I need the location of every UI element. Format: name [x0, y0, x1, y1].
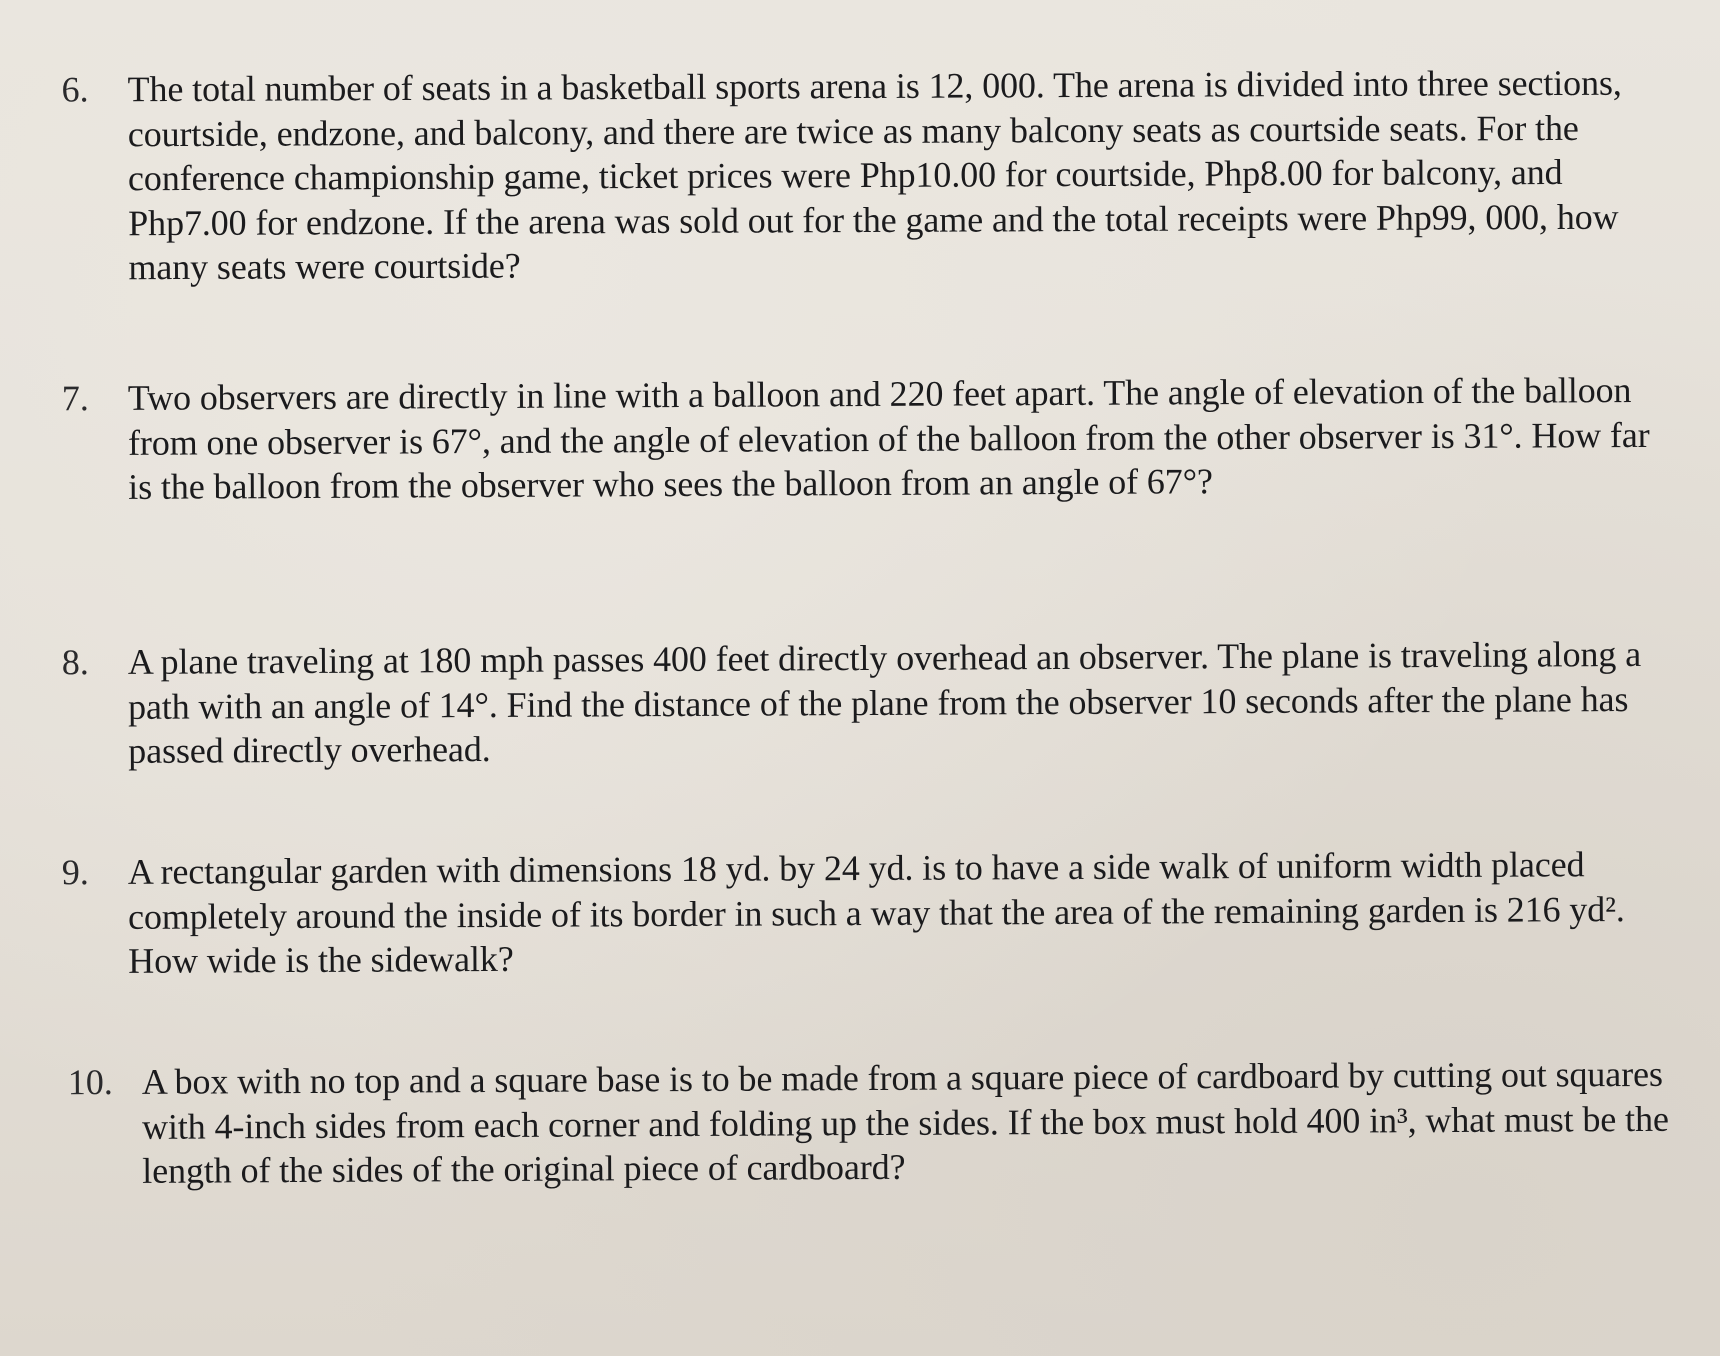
problem-text: A box with no top and a square base is to be made from a square piece of cardboard by cutting out squares with 4-inch sides from each corner and folding up the sides. If the box must hold 400 in³, what must be the length of the sides of the original piece of cardboard? [141, 1053, 1669, 1191]
problem-6 [62, 60, 1673, 290]
problem-7 [62, 368, 1673, 510]
problem-9 [62, 842, 1673, 984]
problem-text: Two observers are directly in line with a balloon and 220 feet apart. The angle of elevation of the balloon from one observer is 67°, and the angle of elevation of the balloon from the other observer is 31°. How far is the balloon from the observer who sees the balloon from an angle of 67°? [127, 369, 1650, 507]
problem-8 [62, 632, 1673, 774]
problem-text: A plane traveling at 180 mph passes 400 feet directly overhead an observer. The plane is traveling along a path with an angle of 14°. Find the distance of the plane from the observer 10 seconds after the plane has passed directly overhead. [127, 633, 1642, 771]
problem-number: 8. [61, 642, 89, 683]
problem-text: A rectangular garden with dimensions 18 yd. by 24 yd. is to have a side walk of uniform width placed completely around the inside of its border in such a way that the area of the remaining garden is 216 yd². How wide is the sidewalk? [127, 844, 1625, 981]
problem-number: 9. [61, 852, 89, 893]
problem-number: 10. [67, 1061, 113, 1103]
problem-10 [68, 1052, 1679, 1194]
problem-number: 6. [61, 69, 89, 110]
problem-text: The total number of seats in a basketball sports arena is 12, 000. The arena is divided into three sections, courtside, endzone, and balcony, and there are twice as many balcony seats as courtside seats. For the conference championship game, ticket prices were Php10.00 for courtside, Php8.00 for balcony, and Php7.00 for endzone. If the arena was sold out for the game and the total receipts were Php99, 000, how many seats were courtside? [127, 62, 1622, 288]
problem-number: 7. [61, 378, 89, 419]
